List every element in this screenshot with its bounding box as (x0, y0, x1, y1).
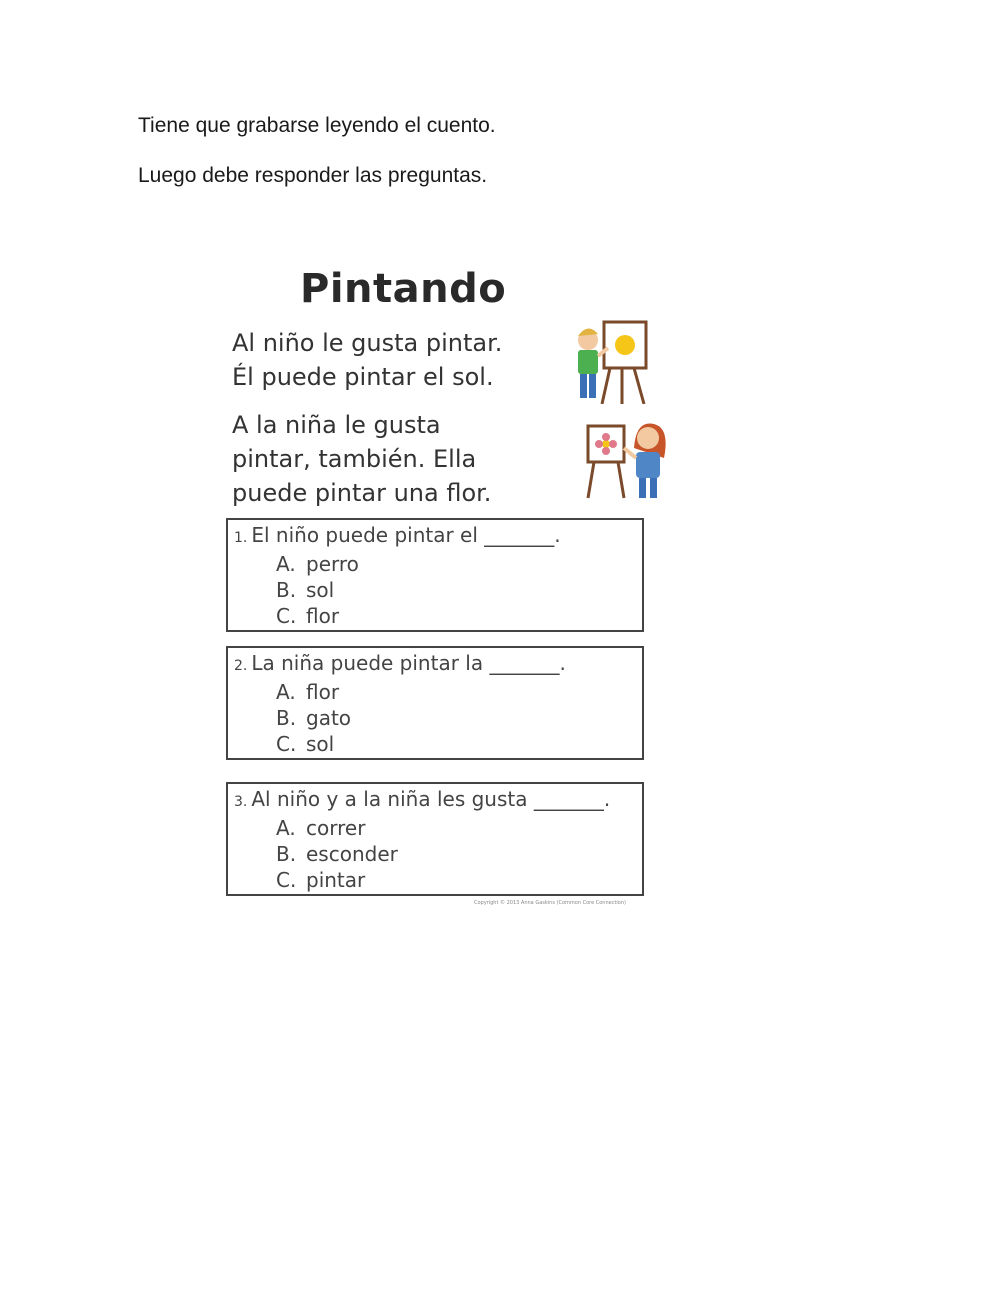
story-line: pintar, también. Ella (232, 445, 477, 473)
story-paragraph-1 (232, 326, 502, 394)
worksheet-title: Pintando (300, 266, 507, 312)
question-2-box (226, 646, 644, 760)
instruction-line-1: Tiene que grabarse leyendo el cuento. (138, 114, 496, 137)
story-line: Él puede pintar el sol. (232, 363, 494, 391)
question-text: 2. La niña puede pintar la _______. (234, 651, 566, 675)
story-line: A la niña le gusta (232, 411, 441, 439)
story-line: Al niño le gusta pintar. (232, 329, 503, 357)
instructions (138, 112, 496, 212)
answer-option: B. esconder (276, 842, 398, 866)
question-text: 3. Al niño y a la niña les gusta _______. (234, 787, 611, 811)
answer-option: B. gato (276, 706, 352, 730)
answer-option: A. flor (276, 680, 340, 704)
girl-painting-flower-icon (584, 418, 670, 500)
answer-option: B. sol (276, 578, 335, 602)
question-3-box (226, 782, 644, 896)
instruction-line-2: Luego debe responder las preguntas. (138, 164, 488, 187)
answer-option: C. pintar (276, 868, 366, 892)
story-paragraph-2 (232, 408, 491, 510)
answer-option: A. correr (276, 816, 366, 840)
copyright-text: Copyright © 2013 Anna Gaskins (Common Core Connection) (474, 900, 626, 906)
answer-option: C. sol (276, 732, 335, 756)
worksheet-image (222, 262, 682, 912)
answer-option: A. perro (276, 552, 359, 576)
answer-option: C. flor (276, 604, 340, 628)
story-line: puede pintar una flor. (232, 479, 492, 507)
question-text: 1. El niño puede pintar el _______. (234, 523, 561, 547)
boy-painting-sun-icon (574, 318, 650, 404)
question-1-box (226, 518, 644, 632)
